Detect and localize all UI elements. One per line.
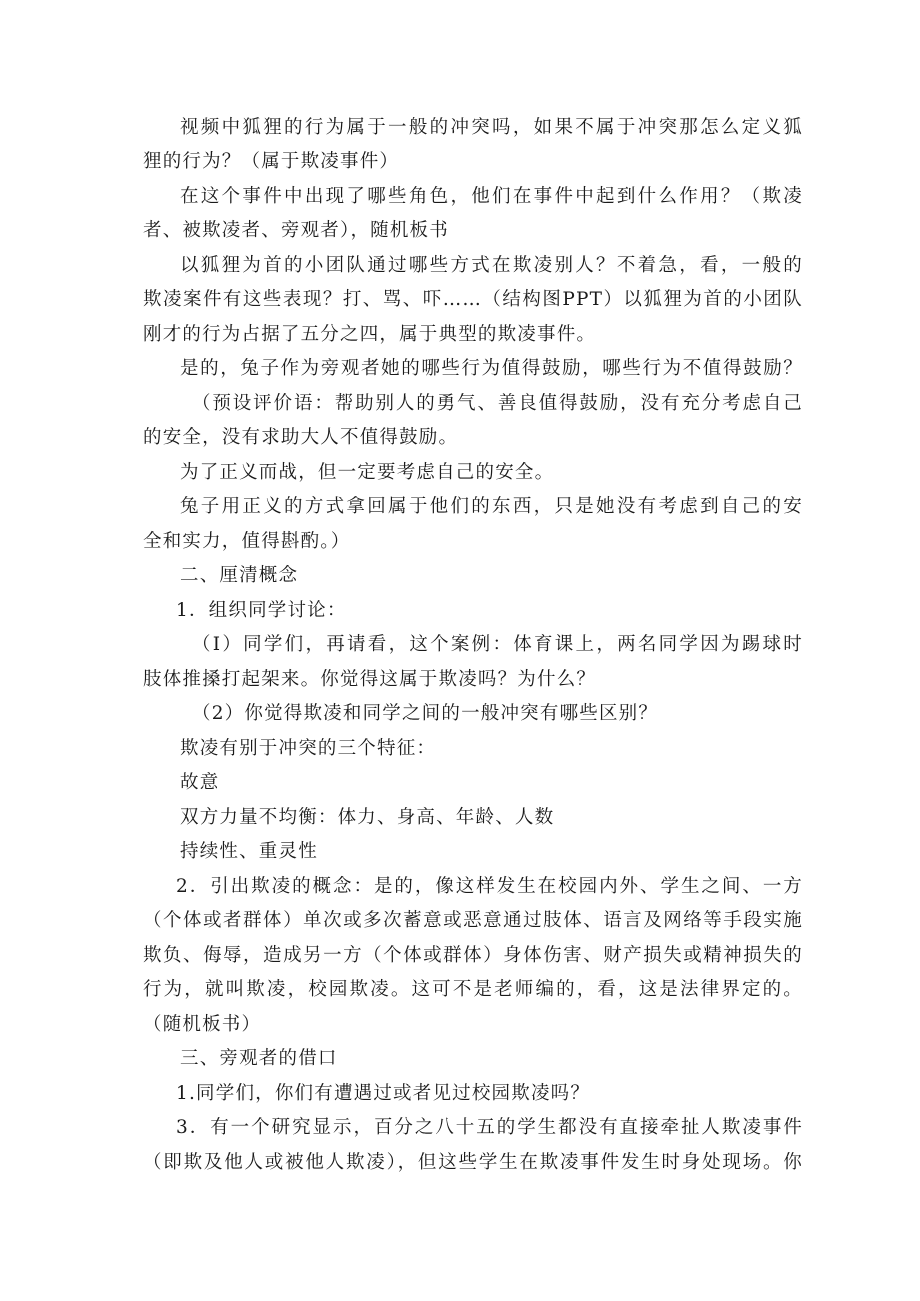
paragraph-line: 故意 — [180, 772, 220, 793]
paragraph-line: 欺凌有别于冲突的三个特征： — [180, 738, 437, 759]
paragraph-line: 全和实力，值得斟酌。） — [143, 531, 351, 552]
list-item: 1.同学们，你们有遭遇过或者见过校园欺凌吗？ — [176, 1083, 591, 1104]
paragraph-line: 兔子用正义的方式拿回属于他们的东西，只是她没有考虑到自己的安 — [180, 496, 803, 517]
paragraph-line: 刚才的行为占据了五分之四，属于典型的欺凌事件。 — [143, 324, 597, 345]
section-heading: 二、厘清概念 — [180, 565, 299, 586]
paragraph-line: 视频中狐狸的行为属于一般的冲突吗，如果不属于冲突那怎么定义狐 — [180, 117, 803, 138]
list-item: 3．有一个研究显示，百分之八十五的学生都没有直接牵扯人欺凌事件 — [176, 1117, 803, 1138]
paragraph-line: （I）同学们，再请看，这个案例：体育课上，两名同学因为踢球时 — [192, 634, 803, 655]
paragraph-line: 持续性、重灵性 — [180, 841, 318, 862]
paragraph-line: （即欺及他人或被他人欺凌），但这些学生在欺凌事件发生时身处现场。你 — [143, 1152, 803, 1173]
paragraph-line: 欺负、侮辱，造成另一方（个体或群体）身体伤害、财产损失或精神损失的 — [143, 945, 803, 966]
paragraph-line: （2）你觉得欺凌和同学之间的一般冲突有哪些区别？ — [192, 703, 659, 724]
paragraph-line: 欺凌案件有这些表现？打、骂、吓……（结构图PPT）以狐狸为首的小团队 — [143, 289, 803, 310]
paragraph-line: 行为，就叫欺凌，校园欺凌。这可不是老师编的，看，这是法律界定的。 — [143, 979, 803, 1000]
list-item: 1．组织同学讨论： — [176, 600, 347, 621]
paragraph-line: （随机板书） — [143, 1014, 262, 1035]
paragraph-line: 以狐狸为首的小团队通过哪些方式在欺凌别人？不着急，看，一般的 — [180, 255, 803, 276]
paragraph-line: 者、被欺凌者、旁观者），随机板书 — [143, 220, 449, 241]
paragraph-line: 狸的行为？（属于欺凌事件） — [143, 151, 400, 172]
paragraph-line: 为了正义而战，但一定要考虑自己的安全。 — [180, 462, 555, 483]
list-item: 2．引出欺凌的概念：是的，像这样发生在校园内外、学生之间、一方 — [176, 876, 803, 897]
paragraph-line: 在这个事件中出现了哪些角色，他们在事件中起到什么作用？（欺凌 — [180, 186, 803, 207]
section-heading: 三、旁观者的借口 — [180, 1048, 338, 1069]
paragraph-line: （个体或者群体）单次或多次蓄意或恶意通过肢体、语言及网络等手段实施 — [143, 910, 803, 931]
paragraph-line: 是的，兔子作为旁观者她的哪些行为值得鼓励，哪些行为不值得鼓励？ — [180, 358, 803, 379]
paragraph-line: （预设评价语：帮助别人的勇气、善良值得鼓励，没有充分考虑自己 — [192, 393, 803, 414]
paragraph-line: 双方力量不均衡：体力、身高、年龄、人数 — [180, 807, 555, 828]
paragraph-line: 肢体推搡打起架来。你觉得这属于欺凌吗？为什么？ — [143, 669, 597, 690]
paragraph-line: 的安全，没有求助大人不值得鼓励。 — [143, 427, 459, 448]
